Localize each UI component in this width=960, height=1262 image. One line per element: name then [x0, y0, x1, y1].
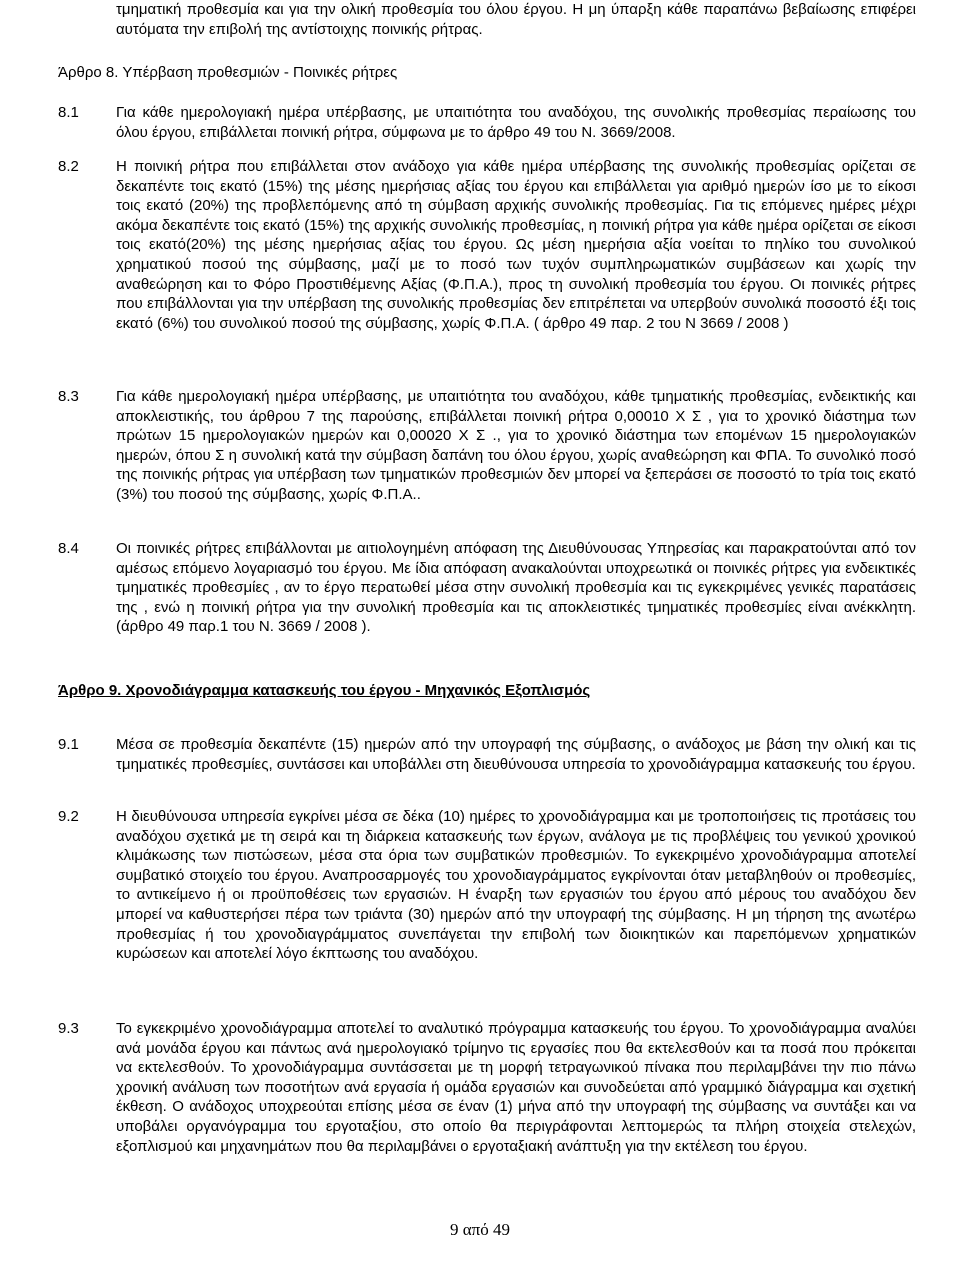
clause-text: Για κάθε ημερολογιακή ημέρα υπέρβασης, με υπαιτιότητα του αναδόχου, της συνολικής προθεσμίας περαίωσης του όλου έργου, επιβάλλεται ποινική ρήτρα, σύμφωνα με το άρθρο 49 του Ν. 3669/2008.	[116, 104, 916, 141]
clause-number: 9.1	[58, 736, 79, 753]
clause-number: 8.1	[58, 104, 79, 121]
clause-number: 8.2	[58, 158, 79, 175]
clause-8-3	[58, 387, 916, 505]
article-8-heading: Άρθρο 8. Υπέρβαση προθεσμιών - Ποινικές ρήτρες	[58, 64, 398, 81]
page-number: 9 από 49	[450, 1220, 510, 1239]
clause-9-3	[58, 1019, 916, 1156]
clause-number: 9.2	[58, 808, 79, 825]
clause-8-1	[58, 103, 916, 142]
clause-text: Οι ποινικές ρήτρες επιβάλλονται με αιτιολογημένη απόφαση της Διευθύνουσας Υπηρεσίας και παρακρατούνται από τον αμέσως επόμενο λογαριασμό του έργου. Με ίδια απόφαση ανακαλούνται υποχρεωτικά οι ποινικές ρήτρες για ενδεικτικές τμηματικές προθεσμίες , αν το έργο περατωθεί μέσα στην συνολική προθεσμία και τις εγκεκριμένες γενικές παρατάσεις της , ενώ η ποινική ρήτρα για την συνολική προθεσμία και τις αποκλειστικές τμηματικές προθεσμίες είναι ανέκκλητη. (άρθρο 49 παρ.1 του Ν. 3669 / 2008 ).	[116, 540, 916, 636]
continuation-paragraph: τμηματική προθεσμία και για την ολική προθεσμία του όλου έργου. Η μη ύπαρξη κάθε παραπάνω βεβαίωσης επιφέρει αυτόματα την επιβολή της αντίστοιχης ποινικής ρήτρας.	[116, 1, 916, 38]
clause-text: Η διευθύνουσα υπηρεσία εγκρίνει μέσα σε δέκα (10) ημέρες το χρονοδιάγραμμα και με τροποποιήσεις τις προτάσεις του αναδόχου σχετικά με τη σειρά και τη διάρκεια κατασκευής των έργων, ανάλογα με τις προβλέψεις του γενικού χρονικού κλιμάκωσης των πιστώσεων, μέσα στα όρια των συμβατικών προθεσμιών. Το εγκεκριμένο χρονοδιάγραμμα αποτελεί συμβατικό στοιχείο του έργου. Αναπροσαρμογές του χρονοδιαγράμματος εγκρίνονται όταν μεταβληθούν οι προθεσμίες, το αντικείμενο ή οι προϋποθέσεις των εργασιών. Η έναρξη των εργασιών του έργου από μέρους του αναδόχου δεν μπορεί να καθυστερήσει πέρα των τριάντα (30) ημερών από την υπογραφή της σύμβασης. Η μη τήρηση της ανωτέρω προθεσμίας ή του χρονοδιαγράμματος συνεπάγεται την επιβολή των διοικητικών και παρεπόμενων χρηματικών κυρώσεων και αποτελεί λόγο έκπτωσης του αναδόχου.	[116, 808, 916, 963]
clause-8-4	[58, 539, 916, 637]
clause-9-1	[58, 735, 916, 774]
clause-number: 9.3	[58, 1020, 79, 1037]
clause-text: Η ποινική ρήτρα που επιβάλλεται στον ανάδοχο για κάθε ημέρα υπέρβασης της συνολικής προθεσμίας ορίζεται σε δεκαπέντε τοις εκατό (15%) της μέσης ημερήσιας αξίας του έργου και επιβάλλεται για αριθμό ημερών ίσο με το είκοσι τοις εκατό (20%) της προβλεπόμενης από τη σύμβαση αρχικής συνολικής προθεσμίας. Για τις επόμενες ημέρες μέχρι ακόμα δεκαπέντε τοις εκατό (15%) της αρχικής συνολικής προθεσμίας, η ποινική ρήτρα για κάθε ημέρα ορίζεται σε είκοσι τοις εκατό(20%) της μέσης ημερήσιας αξίας του έργου. Ως μέση ημερήσια αξία νοείται το πηλίκο του συνολικού χρηματικού ποσού της σύμβασης, μαζί με το ποσό των τυχόν συμπληρωματικών συμβάσεων και χωρίς την αναθεώρηση και το Φόρο Προστιθέμενης Αξίας (Φ.Π.Α.), προς τη συνολική προθεσμία του έργου. Οι ποινικές ρήτρες που επιβάλλονται για την υπέρβαση της συνολικής προθεσμίας δεν επιτρέπεται να υπερβούν συνολικά ποσοστό έξι τοις εκατό (6%) του συνολικού ποσού της σύμβασης, χωρίς Φ.Π.Α. ( άρθρο 49 παρ. 2 του Ν 3669 / 2008 )	[116, 158, 916, 332]
clause-text: Μέσα σε προθεσμία δεκαπέντε (15) ημερών από την υπογραφή της σύμβασης, ο ανάδοχος με βάση την ολική και τις τμηματικές προθεσμίες, συντάσσει και υποβάλλει στη διευθύνουσα υπηρεσία το χρονοδιάγραμμα κατασκευής του έργου.	[116, 736, 916, 773]
clause-text: Για κάθε ημερολογιακή ημέρα υπέρβασης, με υπαιτιότητα του αναδόχου, κάθε τμηματικής προθεσμίας, ενδεικτικής και αποκλειστικής, του άρθρου 7 της παρούσης, επιβάλλεται ποινική ρήτρα 0,00010 Χ Σ , για το χρονικό διάστημα των πρώτων 15 ημερολογιακών ημερών και 0,00020 Χ Σ ., για το χρονικό διάστημα των επομένων 15 ημερολογιακών ημερών, όπου Σ η συνολική κατά την σύμβαση δαπάνη του όλου έργου, χωρίς αναθεώρηση και ΦΠΑ. Το συνολικό ποσό της ποινικής ρήτρας για υπέρβαση των τμηματικών προθεσμιών δεν μπορεί να ξεπεράσει σε ποσοστό το τρία τοις εκατό (3%) του ποσού της σύμβασης, χωρίς Φ.Π.Α..	[116, 388, 916, 503]
clause-text: Το εγκεκριμένο χρονοδιάγραμμα αποτελεί το αναλυτικό πρόγραμμα κατασκευής του έργου. Το χρονοδιάγραμμα αναλύει ανά μονάδα έργου και πάντως ανά ημερολογιακό τρίμηνο τις εργασίες που θα εκτελεσθούν και τα ποσά που πρόκειται να εκτελεσθούν. Το χρονοδιάγραμμα συντάσσεται με τη μορφή τετραγωνικού πίνακα που περιλαμβάνει την πιο πάνω χρονική ανάλυση των ποσοτήτων ανά εργασία ή ομάδα εργασιών και συνοδεύεται από γραμμικό διάγραμμα και σχετική έκθεση. Ο ανάδοχος υποχρεούται επίσης μέσα σε έναν (1) μήνα από την υπογραφή της σύμβασης να συντάξει και να υποβάλει οργανόγραμμα του εργοταξίου, στο οποίο θα περιγράφονται λεπτομερώς τα πλήρη στοιχεία στελεχών, εξοπλισμού και μηχανημάτων που θα περιλαμβάνει ο εργοταξιακή ανάπτυξη για την εκτέλεση του έργου.	[116, 1020, 916, 1155]
clause-8-2	[58, 157, 916, 333]
article-9-heading: Άρθρο 9. Χρονοδιάγραμμα κατασκευής του έργου - Μηχανικός Εξοπλισμός	[58, 682, 591, 699]
clause-9-2	[58, 807, 916, 964]
clause-number: 8.3	[58, 388, 79, 405]
clause-number: 8.4	[58, 540, 79, 557]
